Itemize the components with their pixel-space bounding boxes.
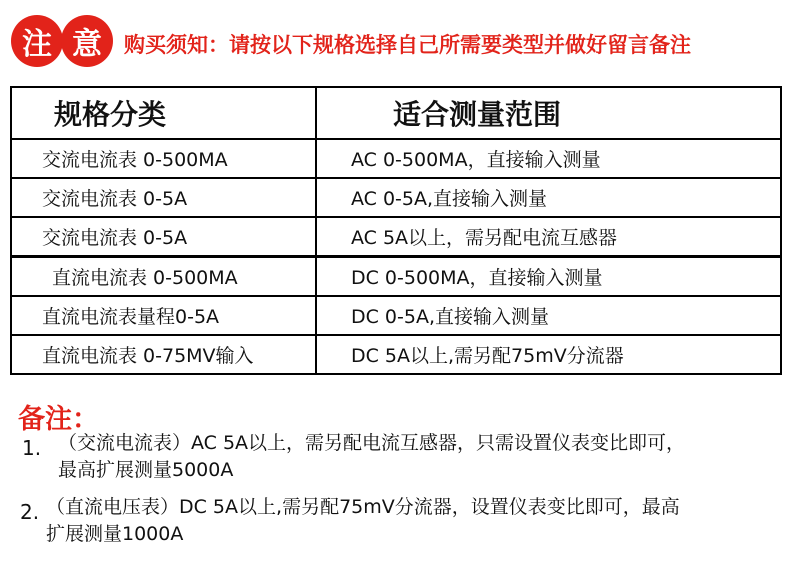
table-row	[11, 139, 781, 178]
spec-cell: 直流电流表 0-500MA	[11, 257, 316, 297]
header-spec-category: 规格分类	[11, 87, 316, 139]
table-row	[11, 335, 781, 374]
note-text-line: 扩展测量1000A	[46, 523, 184, 545]
spec-cell: 交流电流表 0-5A	[11, 217, 316, 257]
notes-title: 备注：	[18, 404, 99, 435]
notice-badge-1: 注	[11, 15, 63, 67]
spec-cell: 交流电流表 0-500MA	[11, 139, 316, 178]
purchase-notice-headline: 购买须知：请按以下规格选择自己所需要类型并做好留言备注	[124, 33, 691, 57]
range-cell: AC 0-5A,直接输入测量	[316, 178, 781, 217]
note-text-line: （直流电压表）DC 5A以上,需另配75mV分流器，设置仪表变比即可，最高	[46, 496, 680, 518]
header-measure-range: 适合测量范围	[316, 87, 781, 139]
spec-cell: 交流电流表 0-5A	[11, 178, 316, 217]
notice-badge-2: 意	[61, 15, 113, 67]
range-cell: AC 0-500MA，直接输入测量	[316, 139, 781, 178]
table-row	[11, 296, 781, 335]
spec-cell: 直流电流表 0-75MV输入	[11, 335, 316, 374]
note-item	[22, 430, 782, 484]
range-cell: DC 0-500MA，直接输入测量	[316, 257, 781, 297]
table-row	[11, 178, 781, 217]
note-text-line: （交流电流表）AC 5A以上，需另配电流互感器，只需设置仪表变比即可，	[58, 432, 686, 454]
range-cell: DC 5A以上,需另配75mV分流器	[316, 335, 781, 374]
note-item	[22, 494, 782, 548]
note-text-line: 最高扩展测量5000A	[58, 459, 234, 481]
spec-cell: 直流电流表量程0-5A	[11, 296, 316, 335]
range-cell: DC 0-5A,直接输入测量	[316, 296, 781, 335]
spec-table	[10, 86, 782, 375]
note-number: 2.	[20, 500, 40, 524]
note-number: 1.	[22, 436, 42, 460]
spec-table-header-row	[11, 87, 781, 139]
table-row	[11, 257, 781, 297]
range-cell: AC 5A以上，需另配电流互感器	[316, 217, 781, 257]
table-row	[11, 217, 781, 257]
